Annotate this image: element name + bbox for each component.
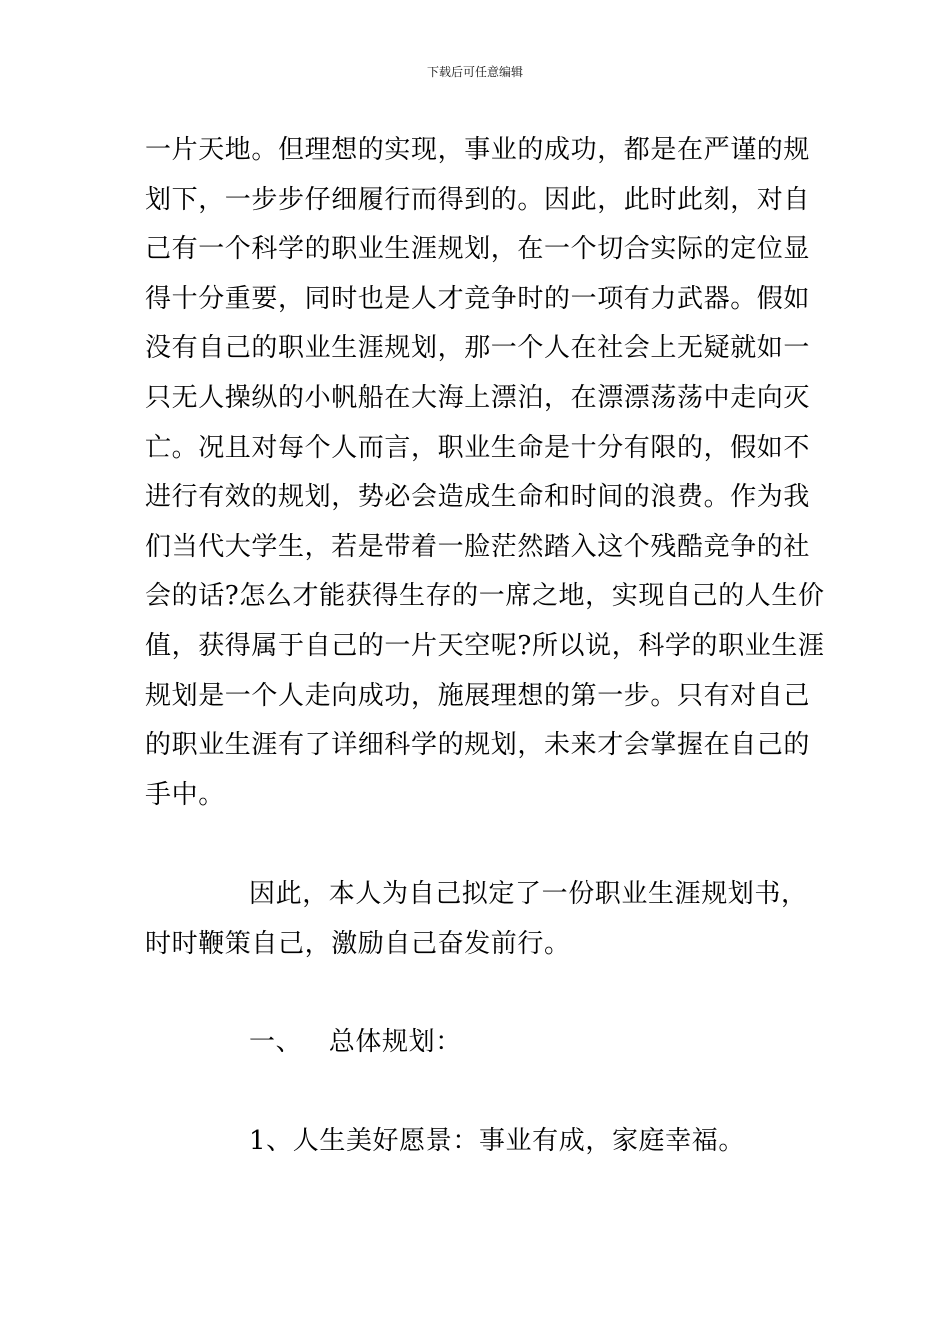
- list-item: [145, 1117, 810, 1167]
- text-line: 只无人操纵的小帆船在大海上漂泊，在漂漂荡荡中走向灭: [145, 382, 811, 413]
- text-line: 规划是一个人走向成功，施展理想的第一步。只有对自己: [145, 680, 811, 711]
- text-line: 一片天地。但理想的实现，事业的成功，都是在严谨的规: [145, 135, 811, 165]
- heading-text: 一、 总体规划：: [249, 1027, 462, 1057]
- text-line: 因此，本人为自己拟定了一份职业生涯规划书，: [249, 879, 808, 909]
- text-line: 划下，一步步仔细履行而得到的。因此，此时此刻，对自: [145, 184, 811, 215]
- text-line: 进行有效的规划，势必会造成生命和时间的浪费。作为我: [145, 482, 811, 513]
- section-heading: [145, 1018, 810, 1068]
- text-line: 手中。: [145, 779, 225, 810]
- text-line: 得十分重要，同时也是人才竞争时的一项有力武器。假如: [145, 283, 811, 314]
- list-item-text: 1、人生美好愿景：事业有成，家庭幸福。: [249, 1126, 745, 1156]
- text-line: 会的话?怎么才能获得生存的一席之地，实现自己的人生价: [145, 581, 825, 612]
- text-line: 没有自己的职业生涯规划，那一个人在社会上无疑就如一: [145, 333, 811, 364]
- text-line: 的职业生涯有了详细科学的规划，未来才会掌握在自己的: [145, 730, 811, 761]
- paragraph-intro: [145, 126, 825, 820]
- text-line: 时时鞭策自己，激励自己奋发前行。: [145, 928, 571, 959]
- paragraph-plan-statement: [145, 870, 810, 969]
- text-line: 值，获得属于自己的一片天空呢?所以说，科学的职业生涯: [145, 630, 825, 661]
- text-line: 们当代大学生，若是带着一脸茫然踏入这个残酷竞争的社: [145, 531, 811, 562]
- page-header: 下载后可任意编辑: [426, 65, 523, 79]
- text-line: 亡。况且对每个人而言，职业生命是十分有限的，假如不: [145, 432, 811, 463]
- text-line: 己有一个科学的职业生涯规划，在一个切合实际的定位显: [145, 234, 811, 265]
